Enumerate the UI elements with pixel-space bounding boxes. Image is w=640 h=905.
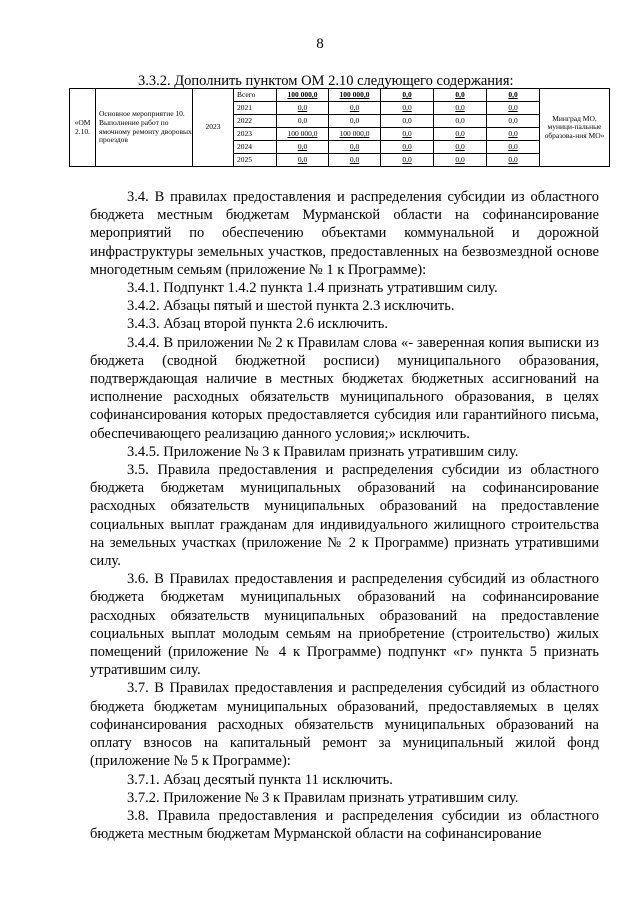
table-cell: 0,0 <box>487 102 540 115</box>
table-cell: 100 000,0 <box>329 89 381 102</box>
measure-executor: Минград МО, муници-пальные образова-ния МО» <box>540 89 610 167</box>
section-lead: 3.3.2. Дополнить пунктом ОМ 2.10 следующего содержания: <box>138 73 514 89</box>
table-cell: 0,0 <box>277 102 329 115</box>
table-cell: 0,0 <box>487 115 540 128</box>
row-label: 2022 <box>234 115 277 128</box>
row-label: 2021 <box>234 102 277 115</box>
table-cell: 0,0 <box>329 115 381 128</box>
paragraph: 3.4. В правилах предоставления и распределения субсидии из областного бюджета местным бюджетам Мурманской области на софинансирование мероприятий по обеспечению объектами коммунальной и дорожной инфраструктуры земельных участков, предоставленных на безвозмездной основе многодетным семьям (приложение № 1 к Программе): <box>90 189 599 278</box>
paragraph: 3.4.4. В приложении № 2 к Правилам слова «- заверенная копия выписки из бюджета (сводной бюджетной росписи) муниципального образования, подтверждающая наличие в местных бюджетах бюджетных ассигнований на исполнение расходных обязательств муниципального образования, в целях софинансирования которых предоставляется субсидия или гарантийного письма, обеспечивающего реализацию данного условия;» исключить. <box>90 334 599 442</box>
table-cell: 0,0 <box>277 141 329 154</box>
measure-name: Основное мероприятие 10. Выполнение работ по ямочному ремонту дворовых проездов <box>96 89 193 167</box>
table-cell: 0,0 <box>487 141 540 154</box>
table-cell: 0,0 <box>381 89 434 102</box>
table-cell: 0,0 <box>329 102 381 115</box>
table-cell: 0,0 <box>277 154 329 167</box>
paragraph: 3.4.2. Абзацы пятый и шестой пункта 2.3 исключить. <box>127 298 455 315</box>
table-cell: 0,0 <box>434 154 487 167</box>
budget-table <box>69 88 610 167</box>
row-label: 2023 <box>234 128 277 141</box>
paragraph: 3.8. Правила предоставления и распределения субсидии из областного бюджета местным бюджетам Мурманской области на софинансирование <box>90 807 599 843</box>
table-row <box>70 89 610 102</box>
table-cell: 0,0 <box>434 128 487 141</box>
paragraph: 3.7. В Правилах предоставления и распределения субсидий из областного бюджета бюджетам муниципальных образований, предоставляемых в целях софинансирования расходных обязательств муниципальных образований на оплату взносов на капитальный ремонт за муниципальный жилой фонд (приложение № 5 к Программе): <box>90 680 599 770</box>
table-cell: 0,0 <box>329 154 381 167</box>
paragraph: 3.5. Правила предоставления и распределения субсидии из областного бюджета бюджетам муниципальных образований на софинансирование расходных обязательств муниципальных образований на предоставление социальных выплат гражданам для индивидуального жилищного строительства на земельных участках (приложение № 2 к Программе) признать утратившими силу. <box>90 462 599 570</box>
table-cell: 100 000,0 <box>277 89 329 102</box>
row-label: 2024 <box>234 141 277 154</box>
measure-year: 2023 <box>193 89 234 167</box>
page-number: 8 <box>316 36 324 52</box>
table-cell: 0,0 <box>487 154 540 167</box>
table-cell: 0,0 <box>277 115 329 128</box>
table-cell: 0,0 <box>434 115 487 128</box>
paragraph: 3.4.1. Подпункт 1.4.2 пункта 1.4 признать утратившим силу. <box>127 280 498 297</box>
table-cell: 0,0 <box>434 102 487 115</box>
table-cell: 0,0 <box>329 141 381 154</box>
table-cell: 0,0 <box>381 128 434 141</box>
row-label: Всего <box>234 89 277 102</box>
table-cell: 0,0 <box>434 141 487 154</box>
paragraph: 3.4.3. Абзац второй пункта 2.6 исключить. <box>127 316 389 333</box>
paragraph: 3.4.5. Приложение № 3 к Правилам признать утратившим силу. <box>127 443 519 460</box>
table-cell: 0,0 <box>434 89 487 102</box>
table-cell: 100 000,0 <box>329 128 381 141</box>
table-cell: 0,0 <box>487 128 540 141</box>
table-cell: 100 000,0 <box>277 128 329 141</box>
paragraph: 3.7.1. Абзац десятый пункта 11 исключить. <box>127 771 393 788</box>
table-cell: 0,0 <box>381 102 434 115</box>
measure-code: «ОМ 2.10. <box>70 89 96 167</box>
table-cell: 0,0 <box>381 141 434 154</box>
table-cell: 0,0 <box>381 154 434 167</box>
row-label: 2025 <box>234 154 277 167</box>
paragraph: 3.7.2. Приложение № 3 к Правилам признать утратившим силу. <box>127 789 519 806</box>
document-body <box>90 188 599 843</box>
paragraph: 3.6. В Правилах предоставления и распределения субсидий из областного бюджета бюджетам муниципальных образований на софинансирование расходных обязательств муниципальных образований на предоставление социальных выплат молодым семьям на приобретение (строительство) жилых помещений (приложение № 4 к Программе) подпункт «г» пункта 5 признать утратившим силу. <box>90 571 599 679</box>
table-cell: 0,0 <box>487 89 540 102</box>
table-cell: 0,0 <box>381 115 434 128</box>
